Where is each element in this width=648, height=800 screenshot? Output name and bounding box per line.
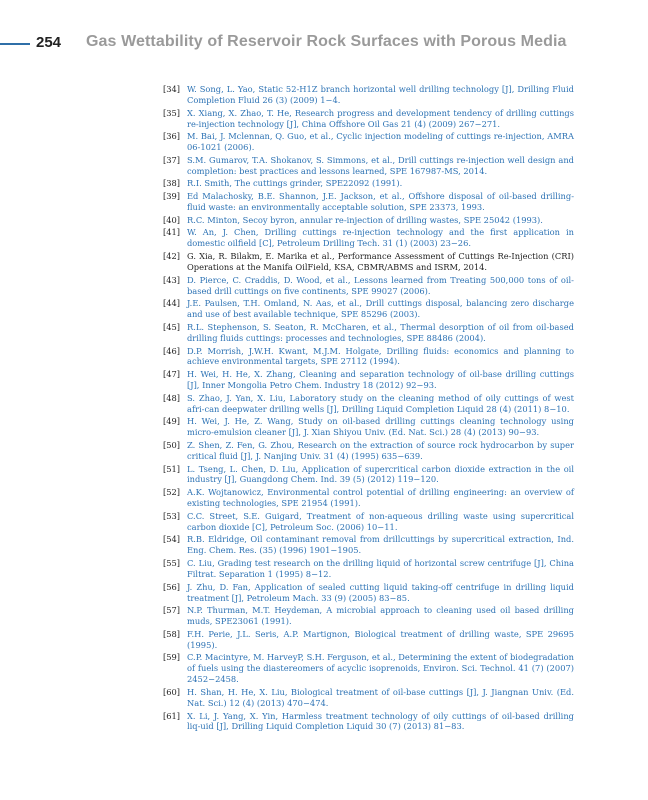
reference-item[interactable]: [163, 511, 574, 533]
reference-number: [57]: [163, 605, 181, 616]
reference-item[interactable]: [163, 416, 574, 438]
reference-number: [49]: [163, 416, 181, 427]
reference-number: [41]: [163, 227, 181, 238]
reference-list: [163, 84, 574, 734]
reference-item[interactable]: [163, 178, 574, 189]
reference-item[interactable]: [163, 393, 574, 415]
reference-number: [56]: [163, 581, 181, 592]
reference-number: [37]: [163, 154, 181, 165]
reference-item[interactable]: [163, 322, 574, 344]
reference-item[interactable]: [163, 534, 574, 556]
reference-number: [34]: [163, 84, 181, 94]
reference-number: [36]: [163, 131, 181, 142]
reference-item[interactable]: [163, 582, 574, 604]
reference-item[interactable]: [163, 108, 574, 130]
reference-link[interactable]: H. Wei, H. He, X. Zhang, Cleaning and separation technology of oil-base drilling cuttings [J], Inner Mongolia Petro Chem. Industry 18 (2012) 92−93.: [187, 369, 574, 391]
reference-link[interactable]: C.C. Street, S.E. Guigard, Treatment of non-aqueous drilling waste using supercritical carbon dioxide [C], Petroleum Soc. (2006) 10−11.: [187, 510, 574, 532]
reference-item[interactable]: [163, 227, 574, 249]
reference-item: [163, 251, 574, 273]
reference-link[interactable]: W. Song, L. Yao, Static 52-H1Z branch horizontal well drilling technology [J], Drilling Fluid Completion Fluid 26 (3) (2009) 1−4.: [187, 84, 574, 105]
reference-number: [52]: [163, 487, 181, 498]
reference-number: [55]: [163, 557, 181, 568]
reference-item[interactable]: [163, 605, 574, 627]
reference-link[interactable]: Ed Malachosky, B.E. Shannon, J.E. Jackson, et al., Offshore disposal of oil-based drilling-fluid waste: an environmentally acceptable solution, SPE 23373, 1993.: [187, 191, 574, 213]
reference-number: [38]: [163, 178, 181, 189]
reference-link[interactable]: M. Bai, J. Mclennan, Q. Guo, et al., Cyclic injection modeling of cuttings re-injection, AMRA 06-1021 (2006).: [187, 131, 574, 153]
reference-link[interactable]: X. Li, J. Yang, X. Yin, Harmless treatment technology of oily cuttings of oil-based drilling liq-uid [J], Drilling Liquid Completion Liquid 30 (7) (2013) 81−83.: [187, 710, 574, 732]
reference-item[interactable]: [163, 487, 574, 509]
header-rule: [0, 43, 30, 45]
reference-number: [60]: [163, 686, 181, 697]
running-title: Gas Wettability of Reservoir Rock Surfaces with Porous Media: [86, 33, 567, 50]
reference-number: [40]: [163, 214, 181, 225]
reference-item[interactable]: [163, 558, 574, 580]
reference-link[interactable]: C.P. Macintyre, M. HarveyP, S.H. Ferguson, et al., Determining the extent of biodegradation of fuels using the diastereomers of acyclic isoprenoids, Environ. Sci. Technol. 41 (7) (2007) 2452−2458.: [187, 652, 574, 685]
reference-item[interactable]: [163, 464, 574, 486]
reference-link[interactable]: D.P. Morrish, J.W.H. Kwant, M.J.M. Holgate, Drilling fluids: economics and planning to achieve environmental targets, SPE 27112 (1994).: [187, 345, 574, 367]
reference-number: [46]: [163, 345, 181, 356]
reference-number: [61]: [163, 710, 181, 721]
reference-item[interactable]: [163, 687, 574, 709]
reference-link[interactable]: S.M. Gumarov, T.A. Shokanov, S. Simmons, et al., Drill cuttings re-injection well design and completion: best practices and lessons learned, SPE 167987-MS, 2014.: [187, 154, 574, 176]
reference-item[interactable]: [163, 346, 574, 368]
reference-link[interactable]: R.I. Smith, The cuttings grinder, SPE22092 (1991).: [187, 178, 403, 189]
reference-link[interactable]: R.C. Minton, Secoy byron, annular re-injection of drilling wastes, SPE 25042 (1993).: [187, 214, 543, 225]
reference-link[interactable]: R.B. Eldridge, Oil contaminant removal from drillcuttings by supercritical extraction, Ind. Eng. Chem. Res. (35) (1996) 1901−1905.: [187, 534, 574, 556]
reference-number: [59]: [163, 652, 181, 663]
reference-link[interactable]: W. An, J. Chen, Drilling cuttings re-injection technology and the first application in domestic oilfield [C], Petroleum Drilling Tech. 31 (1) (2003) 23−26.: [187, 227, 574, 249]
reference-number: [39]: [163, 191, 181, 202]
reference-number: [48]: [163, 392, 181, 403]
reference-link[interactable]: N.P. Thurman, M.T. Heydeman, A microbial approach to cleaning used oil based drilling muds, SPE23061 (1991).: [187, 605, 574, 627]
reference-item[interactable]: [163, 215, 574, 226]
reference-number: [50]: [163, 439, 181, 450]
reference-text: G. Xia, R. Bilakm, E. Marika et al., Performance Assessment of Cuttings Re-Injection (CRI) Operations at the Manifa OilField, KSA, CBMR/ABMS and ISRM, 2014.: [187, 251, 574, 272]
reference-link[interactable]: J. Zhu, D. Fan, Application of sealed cutting liquid taking-off centrifuge in drilling liquid treatment [J], Petroleum Mach. 33 (9) (2005) 83−85.: [187, 581, 574, 603]
reference-number: [54]: [163, 534, 181, 545]
reference-item[interactable]: [163, 369, 574, 391]
reference-number: [51]: [163, 463, 181, 474]
reference-link[interactable]: L. Tseng, L. Chen, D. Liu, Application of supercritical carbon dioxide extraction in the oil industry [J], Guangdong Chem. Ind. 39 (5) (2012) 119−120.: [187, 463, 574, 485]
reference-number: [45]: [163, 321, 181, 332]
reference-link[interactable]: C. Liu, Grading test research on the drilling liquid of horizontal screw centrifuge [J], China Filtrat. Separation 1 (1995) 8−12.: [187, 557, 574, 579]
reference-item[interactable]: [163, 652, 574, 685]
reference-number: [35]: [163, 107, 181, 118]
reference-link[interactable]: J.E. Paulsen, T.H. Omland, N. Aas, et al., Drill cuttings disposal, balancing zero discharge and use of best available technique, SPE 85296 (2003).: [187, 298, 574, 320]
reference-item[interactable]: [163, 275, 574, 297]
reference-item[interactable]: [163, 440, 574, 462]
reference-link[interactable]: H. Shan, H. He, X. Liu, Biological treatment of oil-base cuttings [J], J. Jiangnan Univ. (Ed. Nat. Sci.) 12 (4) (2013) 470−474.: [187, 686, 574, 708]
reference-number: [58]: [163, 628, 181, 639]
reference-link[interactable]: X. Xiang, X. Zhao, T. He, Research progress and development tendency of drilling cuttings re-injection technology [J], China Offshore Oil Gas 21 (4) (2009) 267−271.: [187, 107, 574, 129]
reference-item[interactable]: [163, 84, 574, 106]
reference-item[interactable]: [163, 131, 574, 153]
page-number: 254: [36, 34, 62, 51]
reference-link[interactable]: D. Pierce, C. Craddis, D. Wood, et al., Lessons learned from Treating 500,000 tons of oil-based drill cuttings on five continents, SPE 99027 (2006).: [187, 274, 574, 296]
reference-number: [53]: [163, 510, 181, 521]
reference-item[interactable]: [163, 711, 574, 733]
reference-number: [47]: [163, 369, 181, 380]
reference-link[interactable]: H. Wei, J. He, Z. Wang, Study on oil-based drilling cuttings cleaning technology using micro-emulsion cleaner [J], J. Xian Shiyou Univ. (Ed. Nat. Sci.) 28 (4) (2013) 90−93.: [187, 416, 574, 438]
reference-link[interactable]: A.K. Wojtanowicz, Environmental control potential of drilling engineering: an overview of existing technologies, SPE 21954 (1991).: [187, 487, 574, 509]
reference-item[interactable]: [163, 191, 574, 213]
reference-item[interactable]: [163, 155, 574, 177]
reference-number: [43]: [163, 274, 181, 285]
reference-link[interactable]: Z. Shen, Z. Fen, G. Zhou, Research on the extraction of source rock hydrocarbon by super critical fluid [J], J. Nanjing Univ. 31 (4) (1995) 635−639.: [187, 439, 574, 461]
reference-link[interactable]: F.H. Perie, J.L. Seris, A.P. Martignon, Biological treatment of drilling waste, SPE 29695 (1995).: [187, 628, 574, 650]
reference-number: [44]: [163, 298, 181, 309]
reference-number: [42]: [163, 251, 181, 262]
reference-link[interactable]: S. Zhao, J. Yan, X. Liu, Laboratory study on the cleaning method of oily cuttings of west afri-can deepwater drilling wells [J], Drilling Liquid Completion Liquid 28 (4) (2011) 8−10.: [187, 392, 574, 414]
reference-item[interactable]: [163, 298, 574, 320]
reference-link[interactable]: R.L. Stephenson, S. Seaton, R. McCharen, et al., Thermal desorption of oil from oil-based drilling fluids cuttings: processes and technologies, SPE 88486 (2004).: [187, 321, 574, 343]
reference-item[interactable]: [163, 629, 574, 651]
